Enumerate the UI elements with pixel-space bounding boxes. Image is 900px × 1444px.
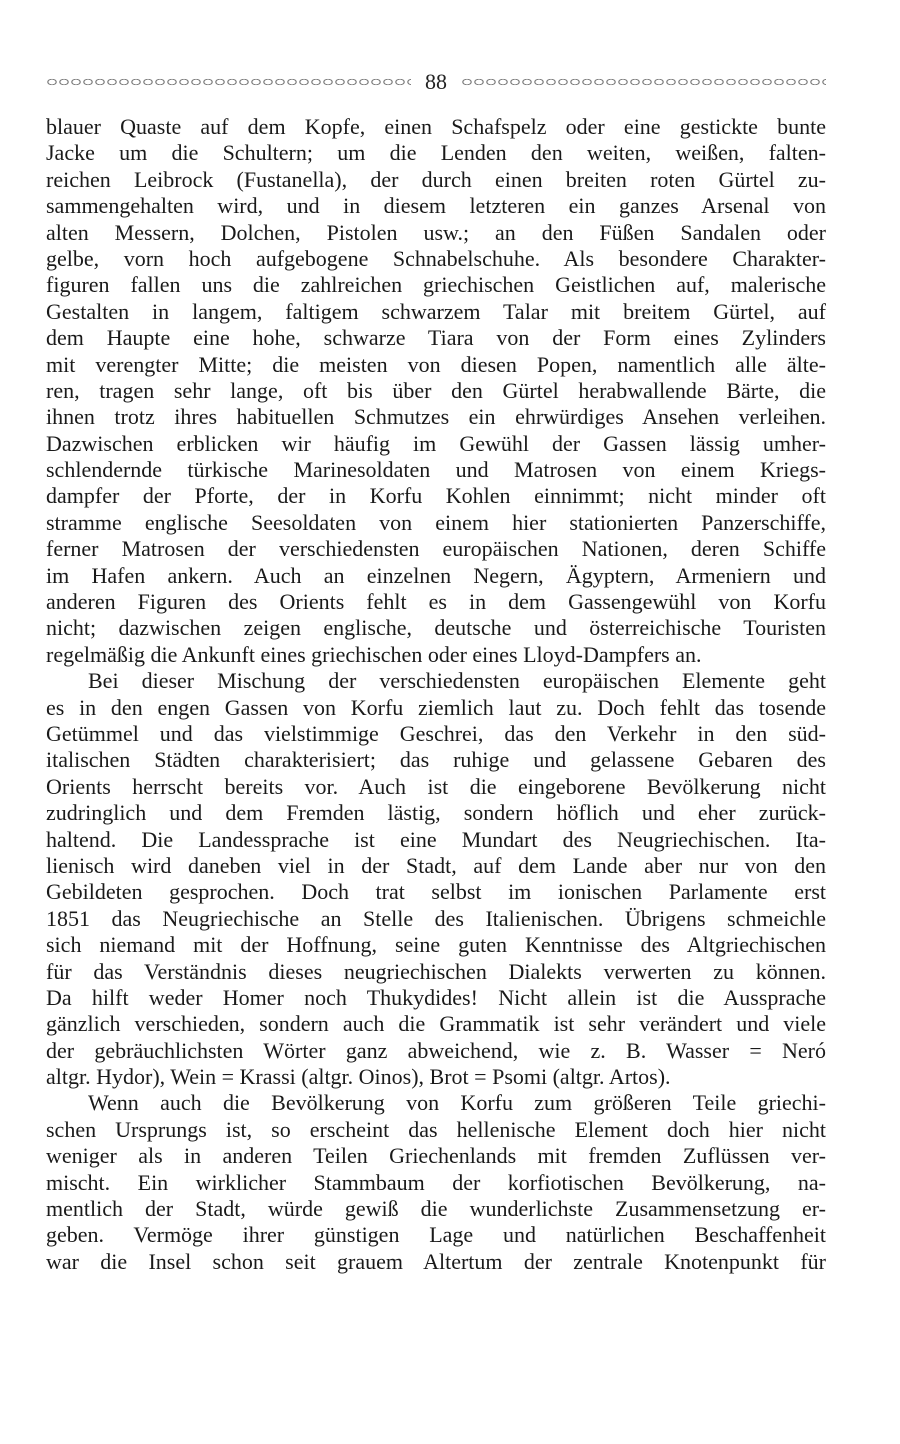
text-line: mischt. Ein wirklicher Stammbaum der korfiotischen Bevölkerung, na- [46,1169,826,1195]
text-line: ferner Matrosen der verschiedensten europäischen Nationen, deren Schiffe [46,536,826,562]
text-line: Jacke um die Schultern; um die Lenden den weiten, weißen, falten- [46,140,826,166]
text-line: gelbe, vorn hoch aufgebogene Schnabelschuhe. Als besondere Charakter- [46,245,826,271]
text-line: italischen Städten charakterisiert; das ruhige und gelassene Gebaren des [46,747,826,773]
text-line: sich niemand mit der Hoffnung, seine guten Kenntnisse des Altgriechischen [46,932,826,958]
text-line: anderen Figuren des Orients fehlt es in dem Gassengewühl von Korfu [46,589,826,615]
text-line: mit verengter Mitte; die meisten von diesen Popen, namentlich alle älte- [46,351,826,377]
text-line: der gebräuchlichsten Wörter ganz abweichend, wie z. B. Wasser = Neró [46,1037,826,1063]
body-text [46,114,826,1275]
text-line: Dazwischen erblicken wir häufig im Gewühl der Gassen lässig umher- [46,430,826,456]
ornament-left [46,75,411,89]
text-line: ren, tragen sehr lange, oft bis über den Gürtel herabwallende Bärte, die [46,377,826,403]
text-line: alten Messern, Dolchen, Pistolen usw.; an den Füßen Sandalen oder [46,219,826,245]
text-line: Orients herrscht bereits vor. Auch ist die eingeborene Bevölkerung nicht [46,773,826,799]
text-line: zudringlich und dem Fremden lästig, sondern höflich und eher zurück- [46,800,826,826]
ornament-right [461,75,826,89]
page-header [46,64,826,100]
text-line: war die Insel schon seit grauem Altertum der zentrale Knotenpunkt für [46,1248,826,1274]
text-line: Bei dieser Mischung der verschiedensten europäischen Elemente geht [88,668,826,694]
book-page [46,64,826,1394]
text-line: geben. Vermöge ihrer günstigen Lage und natürlichen Beschaffenheit [46,1222,826,1248]
text-line: nicht; dazwischen zeigen englische, deutsche und österreichische Touristen [46,615,826,641]
text-line: gänzlich verschieden, sondern auch die Grammatik ist sehr verändert und viele [46,1011,826,1037]
text-line: für das Verständnis dieses neugriechischen Dialekts verwerten zu können. [46,958,826,984]
text-line: figuren fallen uns die zahlreichen griechischen Geistlichen auf, malerische [46,272,826,298]
text-line: blauer Quaste auf dem Kopfe, einen Schafspelz oder eine gestickte bunte [46,114,826,139]
text-line: altgr. Hydor), Wein = Krassi (altgr. Oinos), Brot = Psomi (altgr. Artos). [46,1064,671,1090]
text-line: regelmäßig die Ankunft eines griechischen oder eines Lloyd-Dampfers an. [46,641,702,667]
text-line: weniger als in anderen Teilen Griechenlands mit fremden Zuflüssen ver- [46,1143,826,1169]
text-line: 1851 das Neugriechische an Stelle des Italienischen. Übrigens schmeichle [46,905,826,931]
text-line: Wenn auch die Bevölkerung von Korfu zum größeren Teile griechi- [88,1090,826,1116]
text-line: es in den engen Gassen von Korfu ziemlich laut zu. Doch fehlt das tosende [46,694,826,720]
text-line: mentlich der Stadt, würde gewiß die wunderlichste Zusammensetzung er- [46,1196,826,1222]
text-line: lienisch wird daneben viel in der Stadt, auf dem Lande aber nur von den [46,852,826,878]
text-line: Da hilft weder Homer noch Thukydides! Nicht allein ist die Aussprache [46,984,826,1010]
text-line: Gebildeten gesprochen. Doch trat selbst im ionischen Parlamente erst [46,879,826,905]
text-line: dem Haupte eine hohe, schwarze Tiara von der Form eines Zylinders [46,325,826,351]
text-line: dampfer der Pforte, der in Korfu Kohlen einnimmt; nicht minder oft [46,483,826,509]
page-number: 88 [425,69,447,94]
text-line: reichen Leibrock (Fustanella), der durch einen breiten roten Gürtel zu- [46,166,826,192]
text-line: im Hafen ankern. Auch an einzelnen Negern, Ägyptern, Armeniern und [46,562,826,588]
text-line: schlendernde türkische Marinesoldaten und Matrosen von einem Kriegs- [46,457,826,483]
text-line: haltend. Die Landessprache ist eine Mundart des Neugriechischen. Ita- [46,826,826,852]
text-line: Gestalten in langem, faltigem schwarzem Talar mit breitem Gürtel, auf [46,298,826,324]
text-line: Getümmel und das vielstimmige Geschrei, das den Verkehr in den süd- [46,720,826,746]
text-line: stramme englische Seesoldaten von einem hier stationierten Panzerschiffe, [46,509,826,535]
text-line: schen Ursprungs ist, so erscheint das hellenische Element doch hier nicht [46,1116,826,1142]
text-line: sammengehalten wird, und in diesem letzteren ein ganzes Arsenal von [46,193,826,219]
text-line: ihnen trotz ihres habituellen Schmutzes ein ehrwürdiges Ansehen verleihen. [46,404,826,430]
